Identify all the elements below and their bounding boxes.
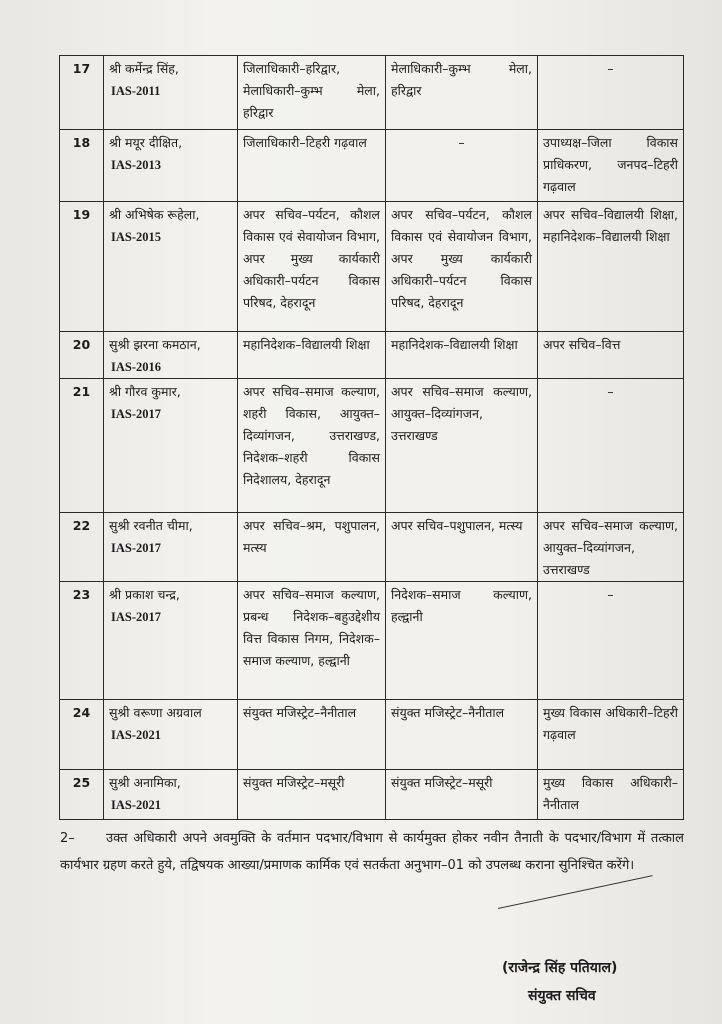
serial-number: 20	[60, 332, 104, 379]
relieved-posting-cell: संयुक्त मजिस्ट्रेट–नैनीताल	[386, 700, 538, 770]
current-posting-cell: जिलाधिकारी–टिहरी गढ़वाल	[238, 130, 386, 202]
officer-batch: IAS-2017	[111, 610, 162, 624]
officer-cell	[104, 582, 238, 700]
serial-number: 17	[60, 56, 104, 130]
officer-name: श्री मयूर दीक्षित,	[109, 135, 183, 150]
officer-cell	[104, 202, 238, 332]
relieved-posting-cell: महानिदेशक–विद्यालयी शिक्षा	[386, 332, 538, 379]
paragraph-text: उक्त अधिकारी अपने अवमुक्ति के वर्तमान पदभार/विभाग से कार्यमुक्त होकर नवीन तैनाती के पदभार/विभाग में तत्काल कार्यभार ग्रहण करते हुये, तद्विषयक आख्या/प्रमाणक कार्मिक एवं सतर्कता अनुभाग–01 को उपलब्ध कराना सुनिश्चित करेंगे।	[60, 831, 684, 873]
officer-batch: IAS-2011	[111, 84, 161, 98]
officer-batch: IAS-2015	[111, 230, 162, 244]
officer-name: सुश्री वरूणा अग्रवाल	[109, 705, 202, 720]
table-row	[60, 582, 684, 700]
current-posting-cell: अपर सचिव–समाज कल्याण, शहरी विकास, आयुक्त–दिव्यांगजन, उत्तराखण्ड, निदेशक–शहरी विकास निदेशालय, देहरादून	[238, 379, 386, 513]
officer-batch: IAS-2017	[111, 407, 162, 421]
new-posting-cell: अपर सचिव–विद्यालयी शिक्षा, महानिदेशक–विद्यालयी शिक्षा	[538, 202, 684, 332]
serial-number: 24	[60, 700, 104, 770]
relieved-posting-cell: –	[386, 130, 538, 202]
officer-cell	[104, 130, 238, 202]
new-posting-cell: उपाध्यक्ष–जिला विकास प्राधिकरण, जनपद–टिहरी गढ़वाल	[538, 130, 684, 202]
relieved-posting-cell: अपर सचिव–पशुपालन, मत्स्य	[386, 513, 538, 582]
table-row	[60, 379, 684, 513]
relieved-posting-cell: अपर सचिव–पर्यटन, कौशल विकास एवं सेवायोजन विभाग, अपर मुख्य कार्यकारी अधिकारी–पर्यटन विकास परिषद, देहरादून	[386, 202, 538, 332]
officer-batch: IAS-2021	[111, 798, 162, 812]
table-row	[60, 513, 684, 582]
officer-cell	[104, 770, 238, 820]
table-row	[60, 332, 684, 379]
officer-batch: IAS-2021	[111, 728, 162, 742]
relieved-posting-cell: मेलाधिकारी–कुम्भ मेला, हरिद्वार	[386, 56, 538, 130]
officer-name: सुश्री अनामिका,	[109, 775, 181, 790]
new-posting-cell: –	[538, 582, 684, 700]
officer-cell	[104, 332, 238, 379]
paragraph-number: 2–	[60, 831, 75, 846]
officer-name: सुश्री रवनीत चीमा,	[109, 518, 193, 533]
current-posting-cell: महानिदेशक–विद्यालयी शिक्षा	[238, 332, 386, 379]
officer-cell	[104, 700, 238, 770]
relieved-posting-cell: निदेशक–समाज कल्याण, हल्द्वानी	[386, 582, 538, 700]
relieved-posting-cell: संयुक्त मजिस्ट्रेट–मसूरी	[386, 770, 538, 820]
serial-number: 23	[60, 582, 104, 700]
officer-cell	[104, 56, 238, 130]
current-posting-cell: संयुक्त मजिस्ट्रेट–मसूरी	[238, 770, 386, 820]
instruction-paragraph	[60, 825, 684, 879]
serial-number: 18	[60, 130, 104, 202]
officer-cell	[104, 379, 238, 513]
table-row	[60, 202, 684, 332]
current-posting-cell: अपर सचिव–श्रम, पशुपालन, मत्स्य	[238, 513, 386, 582]
serial-number: 21	[60, 379, 104, 513]
new-posting-cell: –	[538, 56, 684, 130]
officer-name: श्री अभिषेक रूहेला,	[109, 207, 200, 222]
new-posting-cell: मुख्य विकास अधिकारी–नैनीताल	[538, 770, 684, 820]
current-posting-cell: अपर सचिव–समाज कल्याण, प्रबन्ध निदेशक–बहुउद्देशीय वित्त विकास निगम, निदेशक–समाज कल्याण, हल्द्वानी	[238, 582, 386, 700]
table-row	[60, 56, 684, 130]
current-posting-cell: जिलाधिकारी–हरिद्वार, मेलाधिकारी–कुम्भ मेला, हरिद्वार	[238, 56, 386, 130]
relieved-posting-cell: अपर सचिव–समाज कल्याण, आयुक्त–दिव्यांगजन, उत्तराखण्ड	[386, 379, 538, 513]
table-row	[60, 130, 684, 202]
signatory-designation: संयुक्त सचिव	[528, 988, 596, 1004]
officer-batch: IAS-2017	[111, 541, 162, 555]
officer-name: सुश्री झरना कमठान,	[109, 337, 201, 352]
current-posting-cell: अपर सचिव–पर्यटन, कौशल विकास एवं सेवायोजन विभाग, अपर मुख्य कार्यकारी अधिकारी–पर्यटन विकास परिषद, देहरादून	[238, 202, 386, 332]
table-row	[60, 700, 684, 770]
new-posting-cell: मुख्य विकास अधिकारी–टिहरी गढ़वाल	[538, 700, 684, 770]
transfer-table	[59, 55, 684, 820]
officer-batch: IAS-2016	[111, 360, 162, 374]
officer-cell	[104, 513, 238, 582]
new-posting-cell: अपर सचिव–समाज कल्याण, आयुक्त–दिव्यांगजन, उत्तराखण्ड	[538, 513, 684, 582]
serial-number: 25	[60, 770, 104, 820]
signatory-name: (राजेन्द्र सिंह पतियाल)	[502, 960, 618, 976]
current-posting-cell: संयुक्त मजिस्ट्रेट–नैनीताल	[238, 700, 386, 770]
officer-name: श्री गौरव कुमार,	[109, 384, 181, 399]
officer-name: श्री प्रकाश चन्द्र,	[109, 587, 180, 602]
new-posting-cell: –	[538, 379, 684, 513]
officer-batch: IAS-2013	[111, 158, 162, 172]
new-posting-cell: अपर सचिव–वित्त	[538, 332, 684, 379]
officer-name: श्री कर्मेन्द्र सिंह,	[109, 61, 179, 76]
serial-number: 22	[60, 513, 104, 582]
signature-stroke	[498, 875, 653, 909]
table-row	[60, 770, 684, 820]
transfer-table-body	[60, 56, 684, 820]
serial-number: 19	[60, 202, 104, 332]
